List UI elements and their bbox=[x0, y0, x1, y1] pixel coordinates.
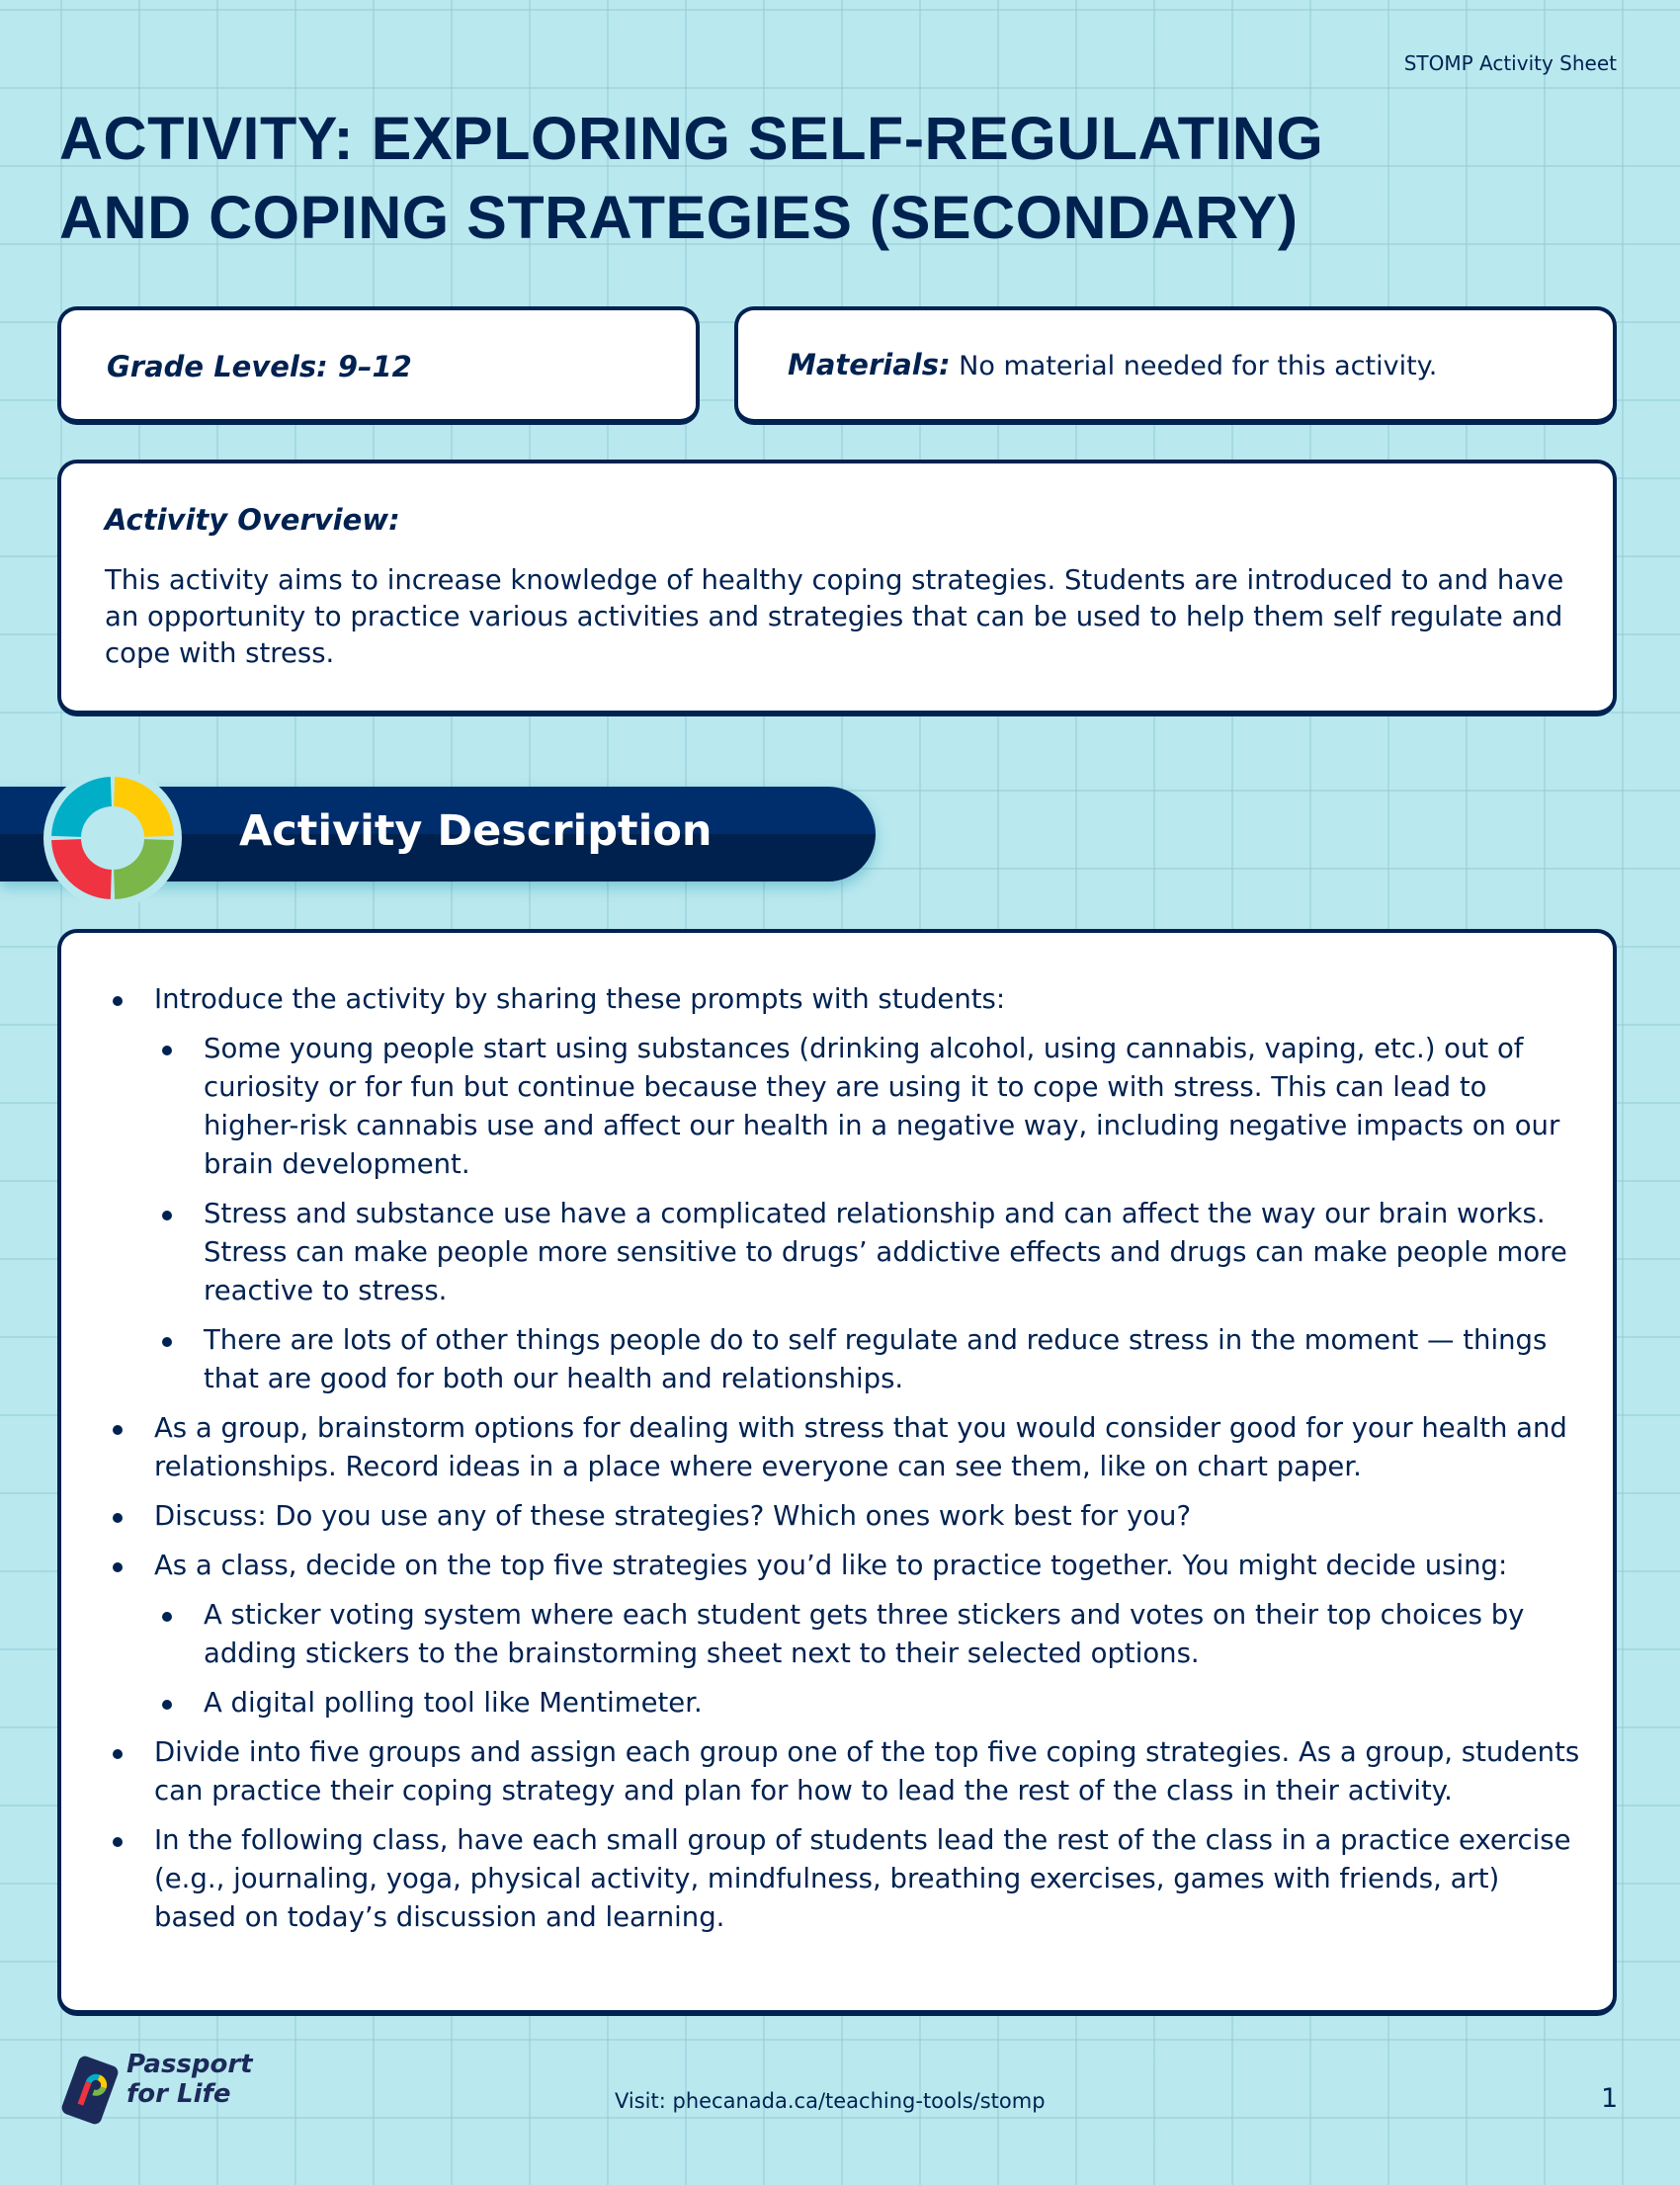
description-list bbox=[105, 980, 1587, 1948]
sub-list-item bbox=[154, 1030, 1587, 1184]
logo-line-1: Passport bbox=[126, 2050, 253, 2079]
list-item-text: Discuss: Do you use any of these strategies? Which ones work best for you? bbox=[154, 1500, 1192, 1532]
passport-logo-icon bbox=[61, 2056, 119, 2125]
sub-list-item bbox=[154, 1684, 1587, 1723]
activity-overview-label: Activity Overview: bbox=[105, 503, 400, 537]
page-title bbox=[59, 99, 1601, 257]
grade-levels-card bbox=[57, 306, 700, 425]
logo-wordmark bbox=[126, 2050, 253, 2109]
sub-list-item bbox=[154, 1321, 1587, 1398]
grade-levels-label: Grade Levels: 9–12 bbox=[107, 350, 412, 383]
list-item bbox=[105, 1821, 1587, 1937]
ring-center bbox=[81, 806, 144, 870]
sub-list-item-text: A digital polling tool like Mentimeter. bbox=[204, 1687, 703, 1719]
list-item bbox=[105, 980, 1587, 1398]
sub-list bbox=[154, 1030, 1587, 1398]
list-item-text: Divide into five groups and assign each group one of the top five coping strategies. As a group, students can practice their coping strategy and plan for how to lead the rest of the class in their activity. bbox=[154, 1736, 1580, 1807]
activity-description-card bbox=[57, 929, 1617, 2016]
sub-list-item-text: Stress and substance use have a complicated relationship and can affect the way our brain works. Stress can make people more sensitive to drugs’ addictive effects and drugs can make people more reactive to stress. bbox=[204, 1198, 1567, 1306]
list-item-text: In the following class, have each small group of students lead the rest of the class in a practice exercise (e.g., journaling, yoga, physical activity, mindfulness, breathing exercises, games with friends, art) based on today’s discussion and learning. bbox=[154, 1824, 1571, 1933]
list-item-text: As a group, brainstorm options for dealing with stress that you would consider good for your health and relationships. Record ideas in a place where everyone can see them, like on chart paper. bbox=[154, 1412, 1567, 1482]
activity-overview-card bbox=[57, 460, 1617, 716]
page-title-line-2: AND COPING STRATEGIES (SECONDARY) bbox=[59, 184, 1299, 251]
list-item bbox=[105, 1497, 1587, 1536]
activity-overview-body: This activity aims to increase knowledge of healthy coping strategies. Students are introduced to and have an opportunity to practice various activities and strategies that can be used to help them self regulate and cope with stress. bbox=[105, 564, 1564, 669]
sub-list-item-text: A sticker voting system where each student gets three stickers and votes on their top choices by adding stickers to the brainstorming sheet next to their selected options. bbox=[204, 1599, 1525, 1669]
logo-line-2: for Life bbox=[126, 2079, 231, 2109]
sub-list-item bbox=[154, 1195, 1587, 1310]
section-title: Activity Description bbox=[239, 806, 713, 856]
list-item bbox=[105, 1409, 1587, 1486]
list-item bbox=[105, 1733, 1587, 1810]
materials-card bbox=[734, 306, 1617, 425]
materials-label: Materials: bbox=[788, 348, 951, 381]
header-meta: STOMP Activity Sheet bbox=[1403, 51, 1617, 75]
quadrant-ring-icon bbox=[42, 767, 184, 909]
passport-for-life-logo bbox=[61, 2050, 259, 2129]
sub-list bbox=[154, 1596, 1587, 1723]
list-item bbox=[105, 1547, 1587, 1723]
materials-line bbox=[788, 348, 1437, 381]
list-item-text: Introduce the activity by sharing these prompts with students: bbox=[154, 983, 1006, 1015]
list-item-text: As a class, decide on the top five strategies you’d like to practice together. You might decide using: bbox=[154, 1550, 1508, 1581]
footer-link[interactable]: Visit: phecanada.ca/teaching-tools/stomp bbox=[615, 2089, 1046, 2113]
page-title-line-1: ACTIVITY: EXPLORING SELF-REGULATING bbox=[59, 105, 1324, 172]
materials-value: No material needed for this activity. bbox=[959, 351, 1438, 381]
sub-list-item bbox=[154, 1596, 1587, 1673]
sub-list-item-text: Some young people start using substances (drinking alcohol, using cannabis, vaping, etc.) out of curiosity or for fun but continue because they are using it to cope with stress. This can lead to higher-risk cannabis use and affect our health in a negative way, including negative impacts on our brain development. bbox=[204, 1033, 1560, 1180]
sub-list-item-text: There are lots of other things people do to self regulate and reduce stress in the moment — things that are good for both our health and relationships. bbox=[204, 1324, 1548, 1394]
page-number: 1 bbox=[1601, 2083, 1619, 2114]
